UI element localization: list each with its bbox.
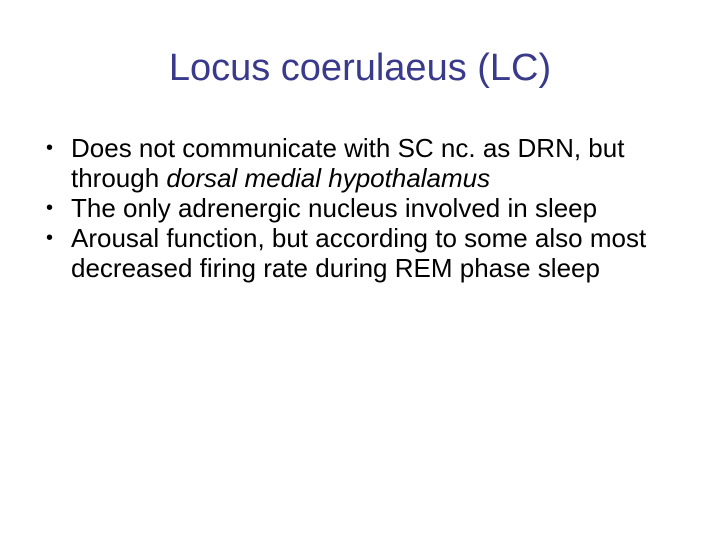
bullet-text-plain: The only adrenergic nucleus involved in sleep xyxy=(71,193,598,223)
bullet-text xyxy=(71,133,624,193)
bullet-list xyxy=(46,133,686,283)
bullet-marker: • xyxy=(46,227,54,249)
bullet-item xyxy=(46,223,686,283)
slide-title: Locus coerulaeus (LC) xyxy=(168,47,552,89)
bullet-text-plain: Arousal function, but according to some also most decreased firing rate during REM phase sleep xyxy=(71,223,647,283)
bullet-marker: • xyxy=(46,197,54,219)
bullet-text-plain: Does not communicate with SC nc. as DRN, but through xyxy=(71,133,625,193)
bullet-text xyxy=(71,193,597,223)
bullet-item xyxy=(46,133,686,193)
bullet-text-italic: dorsal medial hypothalamus xyxy=(166,163,491,193)
bullet-item xyxy=(46,193,686,223)
bullet-text xyxy=(71,223,646,283)
bullet-marker: • xyxy=(46,137,54,159)
